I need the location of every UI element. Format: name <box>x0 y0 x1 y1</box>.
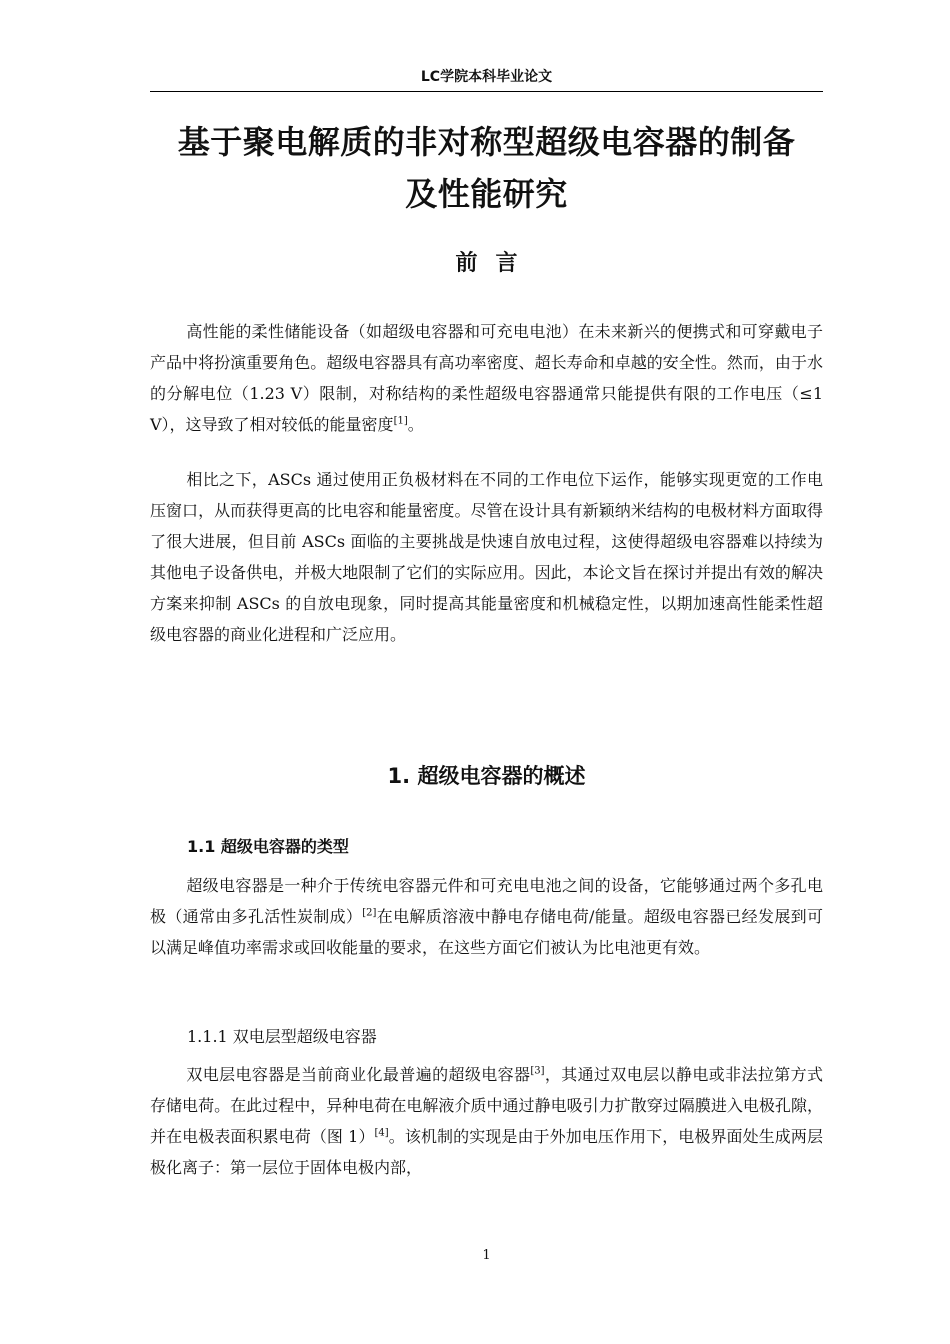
section-1-1-heading: 1.1 超级电容器的类型 <box>187 837 349 856</box>
preface-p1-text: 高性能的柔性储能设备（如超级电容器和可充电电池）在未来新兴的便携式和可穿戴电子产品中将扮演重要角色。超级电容器具有高功率密度、超长寿命和卓越的安全性。然而，由于水的分解电位（1.23 V）限制，对称结构的柔性超级电容器通常只能提供有限的工作电压（≤1 V），这导致了相对较低的能量密度 <box>150 322 823 434</box>
section-1-heading: 1. 超级电容器的概述 <box>387 764 586 788</box>
s111-text-b: ，其通过双电层以静电或非法拉第方式存储电荷。在此过程中，异种电荷在电解液介质中通过静电吸引力扩散穿过隔膜进入电极孔隙，并在电极表面积累电荷（图 1） <box>150 1065 823 1146</box>
running-header: LC学院本科毕业论文 <box>420 69 553 85</box>
preface-p2-text: 相比之下，ASCs 通过使用正负极材料在不同的工作电位下运作，能够实现更宽的工作电压窗口，从而获得更高的比电容和能量密度。尽管在设计具有新颖纳米结构的电极材料方面取得了很大进展，但目前 ASCs 面临的主要挑战是快速自放电过程，这使得超级电容器难以持续为其他电子设备供电，并极大地限制了它们的实际应用。因此，本论文旨在探讨并提出有效的解决方案来抑制 ASCs 的自放电现象，同时提高其能量密度和机械稳定性，以期加速高性能柔性超级电容器的商业化进程和广泛应用。 <box>150 470 823 644</box>
preface-heading: 前言 <box>455 251 536 276</box>
section-1-1-1-heading: 1.1.1 双电层型超级电容器 <box>187 1027 377 1046</box>
section-1-1-paragraph <box>150 870 823 963</box>
title-line-2: 及性能研究 <box>405 175 568 213</box>
s111-text-a: 双电层电容器是当前商业化最普遍的超级电容器 <box>186 1065 531 1084</box>
s11-text-b: 在电解质溶液中静电存储电荷/能量。超级电容器已经发展到可以满足峰值功率需求或回收能量的要求，在这些方面它们被认为比电池更有效。 <box>150 907 823 957</box>
preface-p1-tail: 。 <box>407 415 424 434</box>
citation-ref: [2] <box>362 907 377 919</box>
citation-ref: [4] <box>374 1127 389 1139</box>
s11-text-a: 超级电容器是一种介于传统电容器元件和可充电电池之间的设备，它能够通过两个多孔电极（通常由多孔活性炭制成） <box>150 876 823 926</box>
preface-paragraph-2 <box>150 464 823 650</box>
title-line-1: 基于聚电解质的非对称型超级电容器的制备 <box>177 123 796 161</box>
s111-text-c: 。该机制的实现是由于外加电压作用下，电极界面处生成两层极化离子：第一层位于固体电极内部， <box>150 1127 823 1177</box>
citation-ref: [1] <box>393 415 408 427</box>
section-1-1-1-paragraph <box>150 1059 823 1183</box>
preface-paragraph-1 <box>150 316 823 440</box>
citation-ref: [3] <box>530 1065 545 1077</box>
page-number: 1 <box>482 1248 491 1263</box>
thesis-title <box>140 116 833 220</box>
header-rule <box>150 91 823 92</box>
